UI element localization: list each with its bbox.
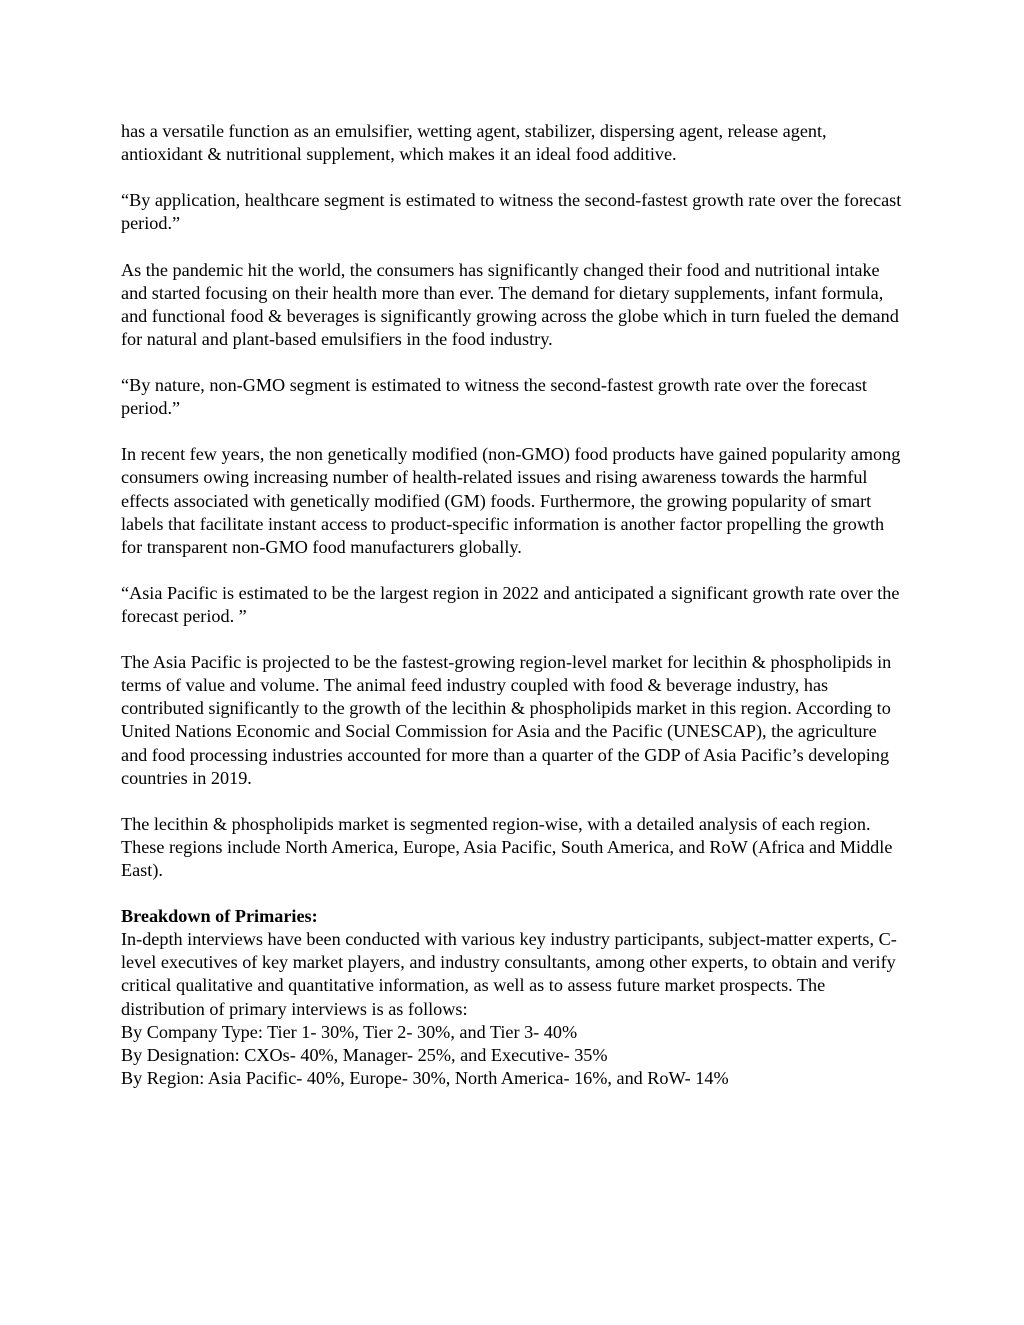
primaries-heading: Breakdown of Primaries:	[121, 906, 318, 927]
paragraph-regional-segmentation: The lecithin & phospholipids market is segmented region-wise, with a detailed analysis of each region. These regions include North America, Europe, Asia Pacific, South America, and RoW (Africa and Middle East).	[121, 813, 893, 880]
primaries-by-company-type: By Company Type: Tier 1- 30%, Tier 2- 30%, and Tier 3- 40%	[121, 1021, 578, 1042]
document-page	[121, 120, 907, 1090]
primaries-by-region: By Region: Asia Pacific- 40%, Europe- 30%, North America- 16%, and RoW- 14%	[121, 1067, 729, 1088]
paragraph-pandemic-demand: As the pandemic hit the world, the consumers has significantly changed their food and nutritional intake and started focusing on their health more than ever. The demand for dietary supplements, infant formula, and functional food & beverages is significantly growing across the globe which in turn fueled the demand for natural and plant-based emulsifiers in the food industry.	[121, 259, 899, 349]
paragraph-asia-pacific-market: The Asia Pacific is projected to be the fastest-growing region-level market for lecithin & phospholipids in terms of value and volume. The animal feed industry coupled with food & beverage industry, has contributed significantly to the growth of the lecithin & phospholipids market in this region. According to United Nations Economic and Social Commission for Asia and the Pacific (UNESCAP), the agriculture and food processing industries accounted for more than a quarter of the GDP of Asia Pacific’s developing countries in 2019.	[121, 652, 892, 788]
primaries-intro: In-depth interviews have been conducted with various key industry participants, subject-matter experts, C-level executives of key market players, and industry consultants, among other experts, to obtain and verify critical qualitative and quantitative information, as well as to assess future market prospects. The distribution of primary interviews is as follows:	[121, 929, 897, 1019]
primaries-by-designation: By Designation: CXOs- 40%, Manager- 25%, and Executive- 35%	[121, 1044, 608, 1065]
primaries-section	[121, 905, 907, 1090]
paragraph-non-gmo-popularity: In recent few years, the non genetically modified (non-GMO) food products have gained popularity among consumers owing increasing number of health-related issues and rising awareness towards the harmful effects associated with genetically modified (GM) foods. Furthermore, the growing popularity of smart labels that facilitate instant access to product-specific information is another factor propelling the growth for transparent non-GMO food manufacturers globally.	[121, 444, 901, 557]
quote-non-gmo-segment: “By nature, non-GMO segment is estimated to witness the second-fastest growth rate over the forecast period.”	[121, 375, 867, 419]
paragraph-emulsifier-function: has a versatile function as an emulsifier, wetting agent, stabilizer, dispersing agent, release agent, antioxidant & nutritional supplement, which makes it an ideal food additive.	[121, 121, 827, 165]
quote-healthcare-segment: “By application, healthcare segment is estimated to witness the second-fastest growth rate over the forecast period.”	[121, 190, 902, 234]
quote-asia-pacific-region: “Asia Pacific is estimated to be the largest region in 2022 and anticipated a significant growth rate over the forecast period. ”	[121, 582, 900, 626]
